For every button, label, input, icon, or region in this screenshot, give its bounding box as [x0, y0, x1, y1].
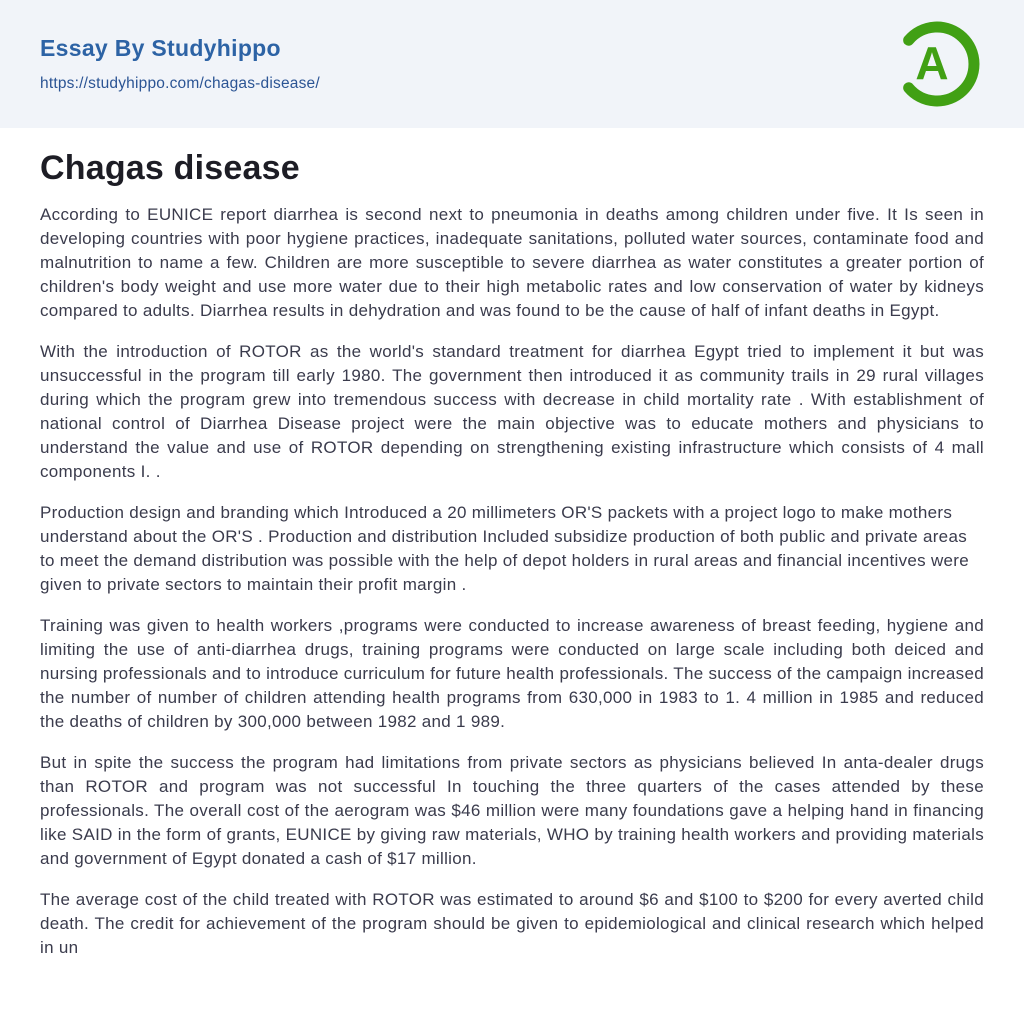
essay-url-link[interactable]: https://studyhippo.com/chagas-disease/ [40, 75, 320, 92]
essay-byline[interactable]: Essay By Studyhippo [40, 35, 281, 61]
page-title: Chagas disease [40, 149, 300, 187]
essay-paragraph-6: The average cost of the child treated with ROTOR was estimated to around $6 and $100 to $200 for every averted child death. The credit for achievement of the program should be given to epidemiological and clinical research which helped in un [40, 889, 984, 957]
essay-paragraph-2: With the introduction of ROTOR as the world's standard treatment for diarrhea Egypt tried to implement it but was unsuccessful in the program till early 1980. The government then introduced it as community trails in 29 rural villages during which the program grew into tremendous success with decrease in child mortality rate . With establishment of national control of Diarrhea Disease project were the main objective was to educate mothers and physicians to understand the value and use of ROTOR depending on strengthening existing infrastructure which consists of 4 mall components I. . [40, 341, 984, 481]
essay-paragraph-1: According to EUNICE report diarrhea is second next to pneumonia in deaths among children under five. It Is seen in developing countries with poor hygiene practices, inadequate sanitations, polluted water sources, contaminate food and malnutrition to name a few. Children are more susceptible to severe diarrhea as water constitutes a greater portion of children's body weight and use more water due to their high metabolic rates and low conservation of water by kidneys compared to adults. Diarrhea results in dehydration and was found to be the cause of half of infant deaths in Egypt. [40, 204, 984, 320]
essay-paragraph-3: Production design and branding which Introduced a 20 millimeters OR'S packets with a project logo to make mothers understand about the OR'S . Production and distribution Included subsidize production of both public and private areas to meet the demand distribution was possible with the help of depot holders in rural areas and financial incentives were given to private sectors to maintain their profit margin . [40, 502, 970, 594]
studyhippo-logo-icon[interactable] [892, 19, 982, 109]
essay-paragraph-5: But in spite the success the program had limitations from private sectors as physicians believed In anta-dealer drugs than ROTOR and program was not successful In touching the three quarters of the cases attended by these professionals. The overall cost of the aerogram was $46 million were many foundations gave a helping hand in financing like SAID in the form of grants, EUNICE by giving raw materials, WHO by training health workers and providing materials and government of Egypt donated a cash of $17 million. [40, 752, 984, 868]
header-text-block [40, 35, 320, 93]
essay-content [0, 128, 1024, 960]
logo-letter: A [915, 37, 949, 89]
page-header [0, 0, 1024, 128]
essay-paragraph-4: Training was given to health workers ,programs were conducted to increase awareness of breast feeding, hygiene and limiting the use of anti-diarrhea drugs, training programs were conducted on large scale including both deiced and nursing professionals and to introduce curriculum for future health professionals. The success of the campaign increased the number of number of children attending health programs from 630,000 in 1983 to 1. 4 million in 1985 and reduced the deaths of children by 300,000 between 1982 and 1 989. [40, 615, 984, 731]
